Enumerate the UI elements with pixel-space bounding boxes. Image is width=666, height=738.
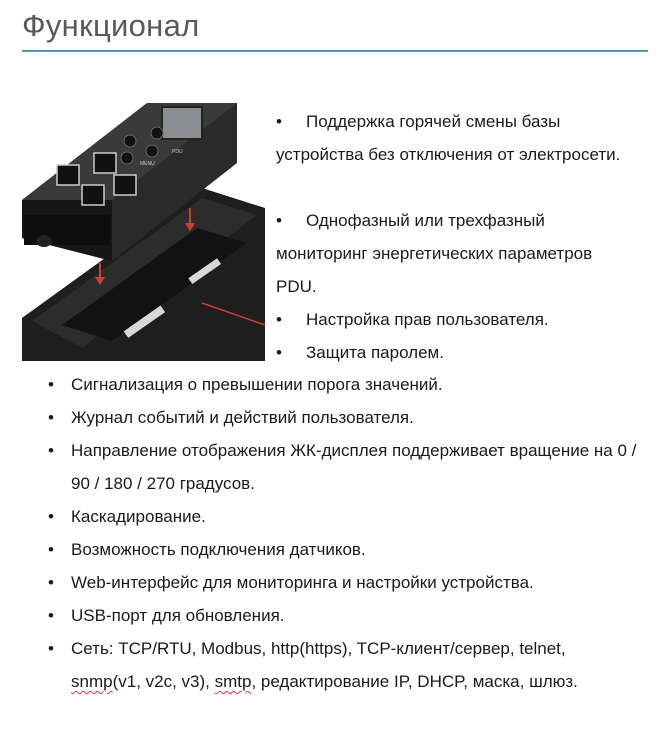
bullet: • [48, 375, 54, 394]
bullet: • [276, 211, 282, 230]
photo-label: PDU [172, 149, 183, 155]
bullet: • [48, 408, 54, 427]
spellcheck-word: snmp [71, 672, 113, 691]
list-item: • Возможность подключения датчиков. [48, 533, 658, 566]
list-item: • Направление отображения ЖК-дисплея поддерживает вращение на 0 / 90 / 180 / 270 градусов. [48, 434, 658, 500]
list-item: • Настройка прав пользователя. [276, 303, 636, 336]
bullet: • [276, 343, 282, 362]
bullet: • [48, 573, 54, 592]
bullet: • [48, 606, 54, 625]
page-title: Функционал [22, 8, 200, 43]
bullet: • [276, 310, 282, 329]
title-divider [22, 50, 648, 52]
bullet: • [48, 540, 54, 559]
feature-list-lower [48, 368, 658, 698]
list-item: • Защита паролем. [276, 336, 636, 369]
bullet: • [276, 112, 282, 131]
bullet: • [48, 507, 54, 526]
list-item: • USB-порт для обновления. [48, 599, 658, 632]
spellcheck-word: smtp [214, 672, 252, 691]
feature-list-upper [276, 105, 636, 369]
bullet: • [48, 639, 54, 658]
list-item: • Журнал событий и действий пользователя. [48, 401, 658, 434]
list-item: • Каскадирование. [48, 500, 658, 533]
list-item: • Сигнализация о превышении порога значений. [48, 368, 658, 401]
bullet: • [48, 441, 54, 460]
pdu-module-photo [22, 103, 265, 361]
list-item: • Поддержка горячей смены базы устройства без отключения от электросети. [276, 105, 636, 204]
list-item: • Однофазный или трехфазный мониторинг энергетических параметров PDU. [276, 204, 636, 303]
list-item: • Web-интерфейс для мониторинга и настройки устройства. [48, 566, 658, 599]
list-item-network: • Сеть: TCP/RTU, Modbus, http(https), TCP-клиент/сервер, telnet, snmp(v1, v2c, v3), smtp, редактирование IP, DHCP, маска, шлюз. [48, 632, 658, 698]
photo-label: MENU [140, 161, 155, 167]
